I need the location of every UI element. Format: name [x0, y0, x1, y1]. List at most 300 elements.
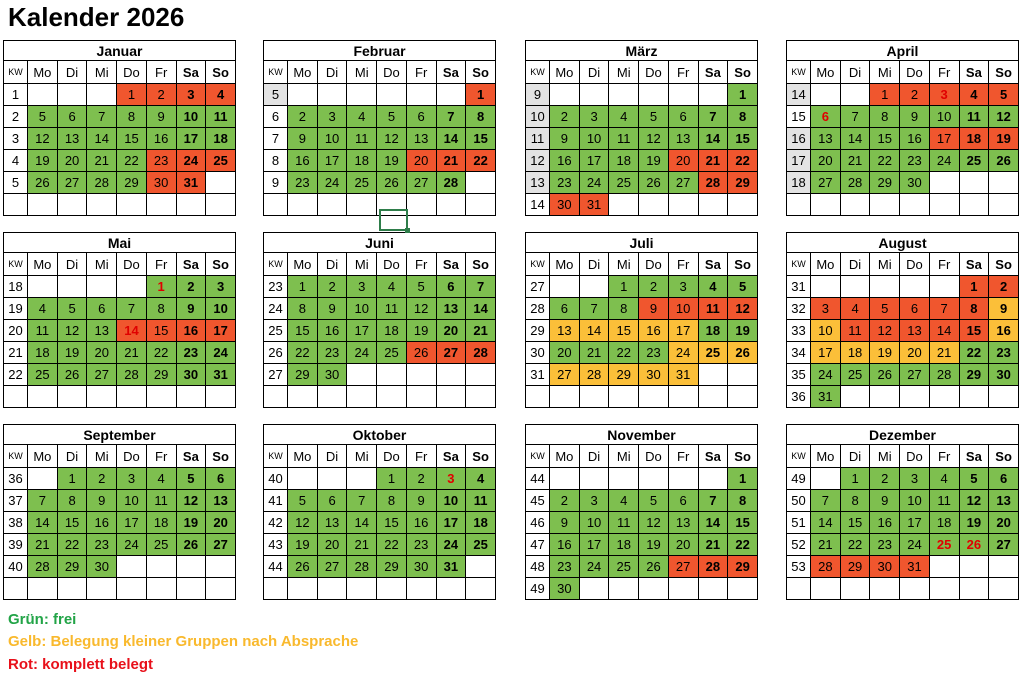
day-cell[interactable]: 7 [698, 106, 728, 128]
cell-selection-cursor[interactable] [379, 209, 408, 231]
empty-cell[interactable] [609, 386, 639, 408]
day-cell[interactable]: 7 [87, 106, 117, 128]
empty-cell[interactable] [176, 578, 206, 600]
day-cell[interactable]: 30 [317, 364, 347, 386]
empty-cell[interactable] [406, 194, 436, 216]
day-cell[interactable]: 9 [146, 106, 176, 128]
day-cell[interactable]: 17 [579, 534, 609, 556]
day-cell[interactable]: 1 [57, 468, 87, 490]
day-cell[interactable]: 18 [698, 320, 728, 342]
empty-cell[interactable] [57, 276, 87, 298]
empty-cell[interactable] [347, 194, 377, 216]
day-cell[interactable]: 17 [117, 512, 147, 534]
day-cell[interactable]: 29 [728, 556, 758, 578]
day-cell[interactable]: 13 [900, 320, 930, 342]
day-cell[interactable]: 31 [900, 556, 930, 578]
day-cell[interactable]: 26 [959, 534, 989, 556]
day-cell[interactable]: 26 [57, 364, 87, 386]
day-cell[interactable]: 18 [347, 150, 377, 172]
day-cell[interactable]: 7 [28, 490, 58, 512]
day-cell[interactable]: 4 [959, 84, 989, 106]
day-cell[interactable]: 9 [900, 106, 930, 128]
day-cell[interactable]: 31 [436, 556, 466, 578]
day-cell[interactable]: 16 [317, 320, 347, 342]
day-cell[interactable]: 22 [959, 342, 989, 364]
day-cell[interactable]: 12 [959, 490, 989, 512]
day-cell[interactable]: 2 [900, 84, 930, 106]
empty-cell[interactable] [87, 84, 117, 106]
day-cell[interactable]: 21 [87, 150, 117, 172]
day-cell[interactable]: 25 [609, 172, 639, 194]
empty-cell[interactable] [117, 194, 147, 216]
empty-cell[interactable] [668, 194, 698, 216]
day-cell[interactable]: 21 [698, 150, 728, 172]
empty-cell[interactable] [288, 578, 318, 600]
day-cell[interactable]: 12 [377, 128, 407, 150]
day-cell[interactable]: 22 [728, 150, 758, 172]
empty-cell[interactable] [929, 556, 959, 578]
day-cell[interactable]: 26 [728, 342, 758, 364]
day-cell[interactable]: 28 [347, 556, 377, 578]
day-cell[interactable]: 21 [698, 534, 728, 556]
day-cell[interactable]: 27 [668, 556, 698, 578]
day-cell[interactable]: 22 [377, 534, 407, 556]
day-cell[interactable]: 9 [550, 128, 580, 150]
day-cell[interactable]: 18 [28, 342, 58, 364]
day-cell[interactable]: 15 [466, 128, 496, 150]
day-cell[interactable]: 8 [959, 298, 989, 320]
empty-cell[interactable] [668, 468, 698, 490]
empty-cell[interactable] [57, 578, 87, 600]
day-cell[interactable]: 25 [840, 364, 870, 386]
empty-cell[interactable] [550, 386, 580, 408]
day-cell[interactable]: 4 [377, 276, 407, 298]
day-cell[interactable]: 3 [436, 468, 466, 490]
day-cell[interactable]: 24 [117, 534, 147, 556]
empty-cell[interactable] [668, 84, 698, 106]
day-cell[interactable]: 11 [698, 298, 728, 320]
empty-cell[interactable] [698, 386, 728, 408]
empty-cell[interactable] [206, 386, 236, 408]
empty-cell[interactable] [347, 386, 377, 408]
day-cell[interactable]: 13 [668, 512, 698, 534]
day-cell[interactable]: 4 [698, 276, 728, 298]
empty-cell[interactable] [989, 578, 1019, 600]
day-cell[interactable]: 25 [466, 534, 496, 556]
day-cell[interactable]: 25 [206, 150, 236, 172]
day-cell[interactable]: 25 [28, 364, 58, 386]
day-cell[interactable]: 9 [989, 298, 1019, 320]
day-cell[interactable]: 5 [639, 490, 669, 512]
day-cell[interactable]: 4 [28, 298, 58, 320]
day-cell[interactable]: 13 [317, 512, 347, 534]
empty-cell[interactable] [840, 276, 870, 298]
day-cell[interactable]: 27 [57, 172, 87, 194]
empty-cell[interactable] [900, 276, 930, 298]
day-cell[interactable]: 18 [840, 342, 870, 364]
day-cell[interactable]: 3 [176, 84, 206, 106]
day-cell[interactable]: 28 [698, 172, 728, 194]
empty-cell[interactable] [406, 578, 436, 600]
day-cell[interactable]: 29 [870, 172, 900, 194]
day-cell[interactable]: 6 [668, 490, 698, 512]
day-cell[interactable]: 28 [698, 556, 728, 578]
day-cell[interactable]: 11 [609, 512, 639, 534]
day-cell[interactable]: 11 [959, 106, 989, 128]
day-cell[interactable]: 2 [989, 276, 1019, 298]
empty-cell[interactable] [87, 194, 117, 216]
day-cell[interactable]: 23 [550, 172, 580, 194]
empty-cell[interactable] [436, 578, 466, 600]
day-cell[interactable]: 23 [146, 150, 176, 172]
day-cell[interactable]: 10 [811, 320, 841, 342]
day-cell[interactable]: 12 [57, 320, 87, 342]
day-cell[interactable]: 10 [579, 128, 609, 150]
day-cell[interactable]: 15 [870, 128, 900, 150]
empty-cell[interactable] [466, 578, 496, 600]
day-cell[interactable]: 9 [288, 128, 318, 150]
day-cell[interactable]: 12 [28, 128, 58, 150]
day-cell[interactable]: 29 [57, 556, 87, 578]
day-cell[interactable]: 23 [406, 534, 436, 556]
empty-cell[interactable] [639, 468, 669, 490]
day-cell[interactable]: 2 [870, 468, 900, 490]
empty-cell[interactable] [347, 84, 377, 106]
day-cell[interactable]: 9 [639, 298, 669, 320]
day-cell[interactable]: 11 [347, 128, 377, 150]
empty-cell[interactable] [57, 194, 87, 216]
empty-cell[interactable] [929, 386, 959, 408]
day-cell[interactable]: 5 [870, 298, 900, 320]
empty-cell[interactable] [146, 194, 176, 216]
empty-cell[interactable] [989, 556, 1019, 578]
day-cell[interactable]: 7 [436, 106, 466, 128]
day-cell[interactable]: 25 [609, 556, 639, 578]
day-cell[interactable]: 30 [989, 364, 1019, 386]
day-cell[interactable]: 3 [117, 468, 147, 490]
day-cell[interactable]: 5 [959, 468, 989, 490]
empty-cell[interactable] [609, 194, 639, 216]
empty-cell[interactable] [377, 364, 407, 386]
empty-cell[interactable] [317, 386, 347, 408]
day-cell[interactable]: 17 [579, 150, 609, 172]
day-cell[interactable]: 16 [176, 320, 206, 342]
day-cell[interactable]: 13 [57, 128, 87, 150]
day-cell[interactable]: 26 [639, 556, 669, 578]
day-cell[interactable]: 4 [347, 106, 377, 128]
empty-cell[interactable] [406, 364, 436, 386]
day-cell[interactable]: 31 [176, 172, 206, 194]
empty-cell[interactable] [840, 578, 870, 600]
day-cell[interactable]: 5 [176, 468, 206, 490]
day-cell[interactable]: 16 [406, 512, 436, 534]
day-cell[interactable]: 3 [579, 106, 609, 128]
empty-cell[interactable] [466, 364, 496, 386]
day-cell[interactable]: 4 [146, 468, 176, 490]
empty-cell[interactable] [900, 578, 930, 600]
day-cell[interactable]: 2 [176, 276, 206, 298]
day-cell[interactable]: 23 [87, 534, 117, 556]
day-cell[interactable]: 21 [579, 342, 609, 364]
empty-cell[interactable] [840, 194, 870, 216]
empty-cell[interactable] [811, 84, 841, 106]
day-cell[interactable]: 5 [377, 106, 407, 128]
day-cell[interactable]: 18 [206, 128, 236, 150]
day-cell[interactable]: 27 [989, 534, 1019, 556]
day-cell[interactable]: 8 [288, 298, 318, 320]
day-cell[interactable]: 12 [288, 512, 318, 534]
day-cell[interactable]: 27 [668, 172, 698, 194]
empty-cell[interactable] [870, 194, 900, 216]
empty-cell[interactable] [579, 386, 609, 408]
empty-cell[interactable] [900, 194, 930, 216]
empty-cell[interactable] [406, 386, 436, 408]
day-cell[interactable]: 26 [406, 342, 436, 364]
day-cell[interactable]: 20 [550, 342, 580, 364]
day-cell[interactable]: 21 [347, 534, 377, 556]
day-cell[interactable]: 6 [436, 276, 466, 298]
day-cell[interactable]: 23 [870, 534, 900, 556]
empty-cell[interactable] [288, 386, 318, 408]
empty-cell[interactable] [377, 84, 407, 106]
day-cell[interactable]: 25 [698, 342, 728, 364]
day-cell[interactable]: 20 [900, 342, 930, 364]
empty-cell[interactable] [900, 386, 930, 408]
day-cell[interactable]: 7 [579, 298, 609, 320]
day-cell[interactable]: 31 [811, 386, 841, 408]
day-cell[interactable]: 24 [900, 534, 930, 556]
day-cell[interactable]: 3 [668, 276, 698, 298]
day-cell[interactable]: 6 [317, 490, 347, 512]
day-cell[interactable]: 10 [317, 128, 347, 150]
day-cell[interactable]: 4 [929, 468, 959, 490]
day-cell[interactable]: 19 [989, 128, 1019, 150]
day-cell[interactable]: 2 [146, 84, 176, 106]
day-cell[interactable]: 30 [870, 556, 900, 578]
day-cell[interactable]: 9 [176, 298, 206, 320]
empty-cell[interactable] [550, 276, 580, 298]
day-cell[interactable]: 24 [811, 364, 841, 386]
empty-cell[interactable] [698, 84, 728, 106]
day-cell[interactable]: 11 [28, 320, 58, 342]
day-cell[interactable]: 28 [436, 172, 466, 194]
day-cell[interactable]: 15 [288, 320, 318, 342]
day-cell[interactable]: 27 [317, 556, 347, 578]
day-cell[interactable]: 21 [811, 534, 841, 556]
day-cell[interactable]: 20 [989, 512, 1019, 534]
empty-cell[interactable] [959, 172, 989, 194]
empty-cell[interactable] [406, 84, 436, 106]
day-cell[interactable]: 12 [639, 512, 669, 534]
day-cell[interactable]: 16 [87, 512, 117, 534]
day-cell[interactable]: 21 [28, 534, 58, 556]
empty-cell[interactable] [929, 194, 959, 216]
empty-cell[interactable] [959, 578, 989, 600]
day-cell[interactable]: 1 [840, 468, 870, 490]
day-cell[interactable]: 14 [87, 128, 117, 150]
day-cell[interactable]: 29 [146, 364, 176, 386]
day-cell[interactable]: 27 [206, 534, 236, 556]
day-cell[interactable]: 20 [668, 150, 698, 172]
day-cell[interactable]: 17 [347, 320, 377, 342]
day-cell[interactable]: 12 [989, 106, 1019, 128]
day-cell[interactable]: 3 [900, 468, 930, 490]
empty-cell[interactable] [347, 578, 377, 600]
day-cell[interactable]: 5 [57, 298, 87, 320]
day-cell[interactable]: 6 [87, 298, 117, 320]
day-cell[interactable]: 11 [840, 320, 870, 342]
empty-cell[interactable] [466, 172, 496, 194]
day-cell[interactable]: 17 [811, 342, 841, 364]
day-cell[interactable]: 6 [989, 468, 1019, 490]
day-cell[interactable]: 8 [870, 106, 900, 128]
empty-cell[interactable] [176, 194, 206, 216]
day-cell[interactable]: 29 [609, 364, 639, 386]
day-cell[interactable]: 14 [698, 512, 728, 534]
day-cell[interactable]: 12 [728, 298, 758, 320]
day-cell[interactable]: 15 [57, 512, 87, 534]
day-cell[interactable]: 5 [728, 276, 758, 298]
day-cell[interactable]: 8 [146, 298, 176, 320]
day-cell[interactable]: 24 [206, 342, 236, 364]
day-cell[interactable]: 13 [550, 320, 580, 342]
day-cell[interactable]: 26 [288, 556, 318, 578]
day-cell[interactable]: 11 [466, 490, 496, 512]
day-cell[interactable]: 26 [989, 150, 1019, 172]
day-cell[interactable]: 31 [579, 194, 609, 216]
day-cell[interactable]: 11 [206, 106, 236, 128]
empty-cell[interactable] [87, 386, 117, 408]
empty-cell[interactable] [176, 386, 206, 408]
empty-cell[interactable] [668, 386, 698, 408]
day-cell[interactable]: 27 [811, 172, 841, 194]
day-cell[interactable]: 29 [377, 556, 407, 578]
day-cell[interactable]: 29 [117, 172, 147, 194]
day-cell[interactable]: 25 [959, 150, 989, 172]
day-cell[interactable]: 30 [87, 556, 117, 578]
day-cell[interactable]: 1 [728, 84, 758, 106]
day-cell[interactable]: 29 [288, 364, 318, 386]
empty-cell[interactable] [698, 578, 728, 600]
day-cell[interactable]: 25 [146, 534, 176, 556]
empty-cell[interactable] [639, 386, 669, 408]
empty-cell[interactable] [28, 386, 58, 408]
day-cell[interactable]: 21 [840, 150, 870, 172]
day-cell[interactable]: 15 [728, 128, 758, 150]
day-cell[interactable]: 17 [436, 512, 466, 534]
day-cell[interactable]: 21 [117, 342, 147, 364]
day-cell[interactable]: 14 [840, 128, 870, 150]
day-cell[interactable]: 19 [406, 320, 436, 342]
day-cell[interactable]: 10 [900, 490, 930, 512]
empty-cell[interactable] [609, 578, 639, 600]
day-cell[interactable]: 6 [668, 106, 698, 128]
day-cell[interactable]: 19 [870, 342, 900, 364]
day-cell[interactable]: 30 [406, 556, 436, 578]
empty-cell[interactable] [989, 172, 1019, 194]
day-cell[interactable]: 6 [206, 468, 236, 490]
empty-cell[interactable] [466, 194, 496, 216]
day-cell[interactable]: 20 [317, 534, 347, 556]
day-cell[interactable]: 26 [639, 172, 669, 194]
day-cell[interactable]: 29 [959, 364, 989, 386]
day-cell[interactable]: 8 [609, 298, 639, 320]
day-cell[interactable]: 9 [550, 512, 580, 534]
day-cell[interactable]: 20 [811, 150, 841, 172]
day-cell[interactable]: 16 [870, 512, 900, 534]
day-cell[interactable]: 21 [436, 150, 466, 172]
empty-cell[interactable] [28, 578, 58, 600]
day-cell[interactable]: 26 [28, 172, 58, 194]
empty-cell[interactable] [377, 578, 407, 600]
day-cell[interactable]: 29 [840, 556, 870, 578]
empty-cell[interactable] [288, 194, 318, 216]
day-cell[interactable]: 16 [639, 320, 669, 342]
empty-cell[interactable] [929, 578, 959, 600]
day-cell[interactable]: 25 [929, 534, 959, 556]
day-cell[interactable]: 10 [347, 298, 377, 320]
day-cell[interactable]: 23 [176, 342, 206, 364]
day-cell[interactable]: 2 [550, 490, 580, 512]
day-cell[interactable]: 9 [406, 490, 436, 512]
day-cell[interactable]: 8 [728, 490, 758, 512]
empty-cell[interactable] [28, 468, 58, 490]
day-cell[interactable]: 13 [87, 320, 117, 342]
day-cell[interactable]: 23 [550, 556, 580, 578]
day-cell[interactable]: 15 [728, 512, 758, 534]
day-cell[interactable]: 14 [28, 512, 58, 534]
day-cell[interactable]: 19 [176, 512, 206, 534]
empty-cell[interactable] [206, 578, 236, 600]
empty-cell[interactable] [929, 172, 959, 194]
day-cell[interactable]: 15 [377, 512, 407, 534]
empty-cell[interactable] [870, 276, 900, 298]
day-cell[interactable]: 16 [989, 320, 1019, 342]
day-cell[interactable]: 7 [698, 490, 728, 512]
day-cell[interactable]: 1 [870, 84, 900, 106]
empty-cell[interactable] [288, 468, 318, 490]
day-cell[interactable]: 9 [870, 490, 900, 512]
day-cell[interactable]: 23 [288, 172, 318, 194]
day-cell[interactable]: 28 [579, 364, 609, 386]
empty-cell[interactable] [639, 578, 669, 600]
day-cell[interactable]: 24 [436, 534, 466, 556]
day-cell[interactable]: 22 [870, 150, 900, 172]
day-cell[interactable]: 24 [929, 150, 959, 172]
day-cell[interactable]: 23 [317, 342, 347, 364]
empty-cell[interactable] [436, 194, 466, 216]
day-cell[interactable]: 1 [288, 276, 318, 298]
day-cell[interactable]: 15 [959, 320, 989, 342]
day-cell[interactable]: 31 [206, 364, 236, 386]
day-cell[interactable]: 17 [206, 320, 236, 342]
day-cell[interactable]: 6 [550, 298, 580, 320]
day-cell[interactable]: 7 [929, 298, 959, 320]
day-cell[interactable]: 19 [639, 150, 669, 172]
day-cell[interactable]: 8 [728, 106, 758, 128]
day-cell[interactable]: 20 [206, 512, 236, 534]
day-cell[interactable]: 7 [466, 276, 496, 298]
day-cell[interactable]: 27 [900, 364, 930, 386]
day-cell[interactable]: 8 [377, 490, 407, 512]
empty-cell[interactable] [466, 556, 496, 578]
day-cell[interactable]: 18 [377, 320, 407, 342]
day-cell[interactable]: 27 [406, 172, 436, 194]
empty-cell[interactable] [436, 364, 466, 386]
day-cell[interactable]: 7 [117, 298, 147, 320]
day-cell[interactable]: 5 [989, 84, 1019, 106]
day-cell[interactable]: 17 [900, 512, 930, 534]
